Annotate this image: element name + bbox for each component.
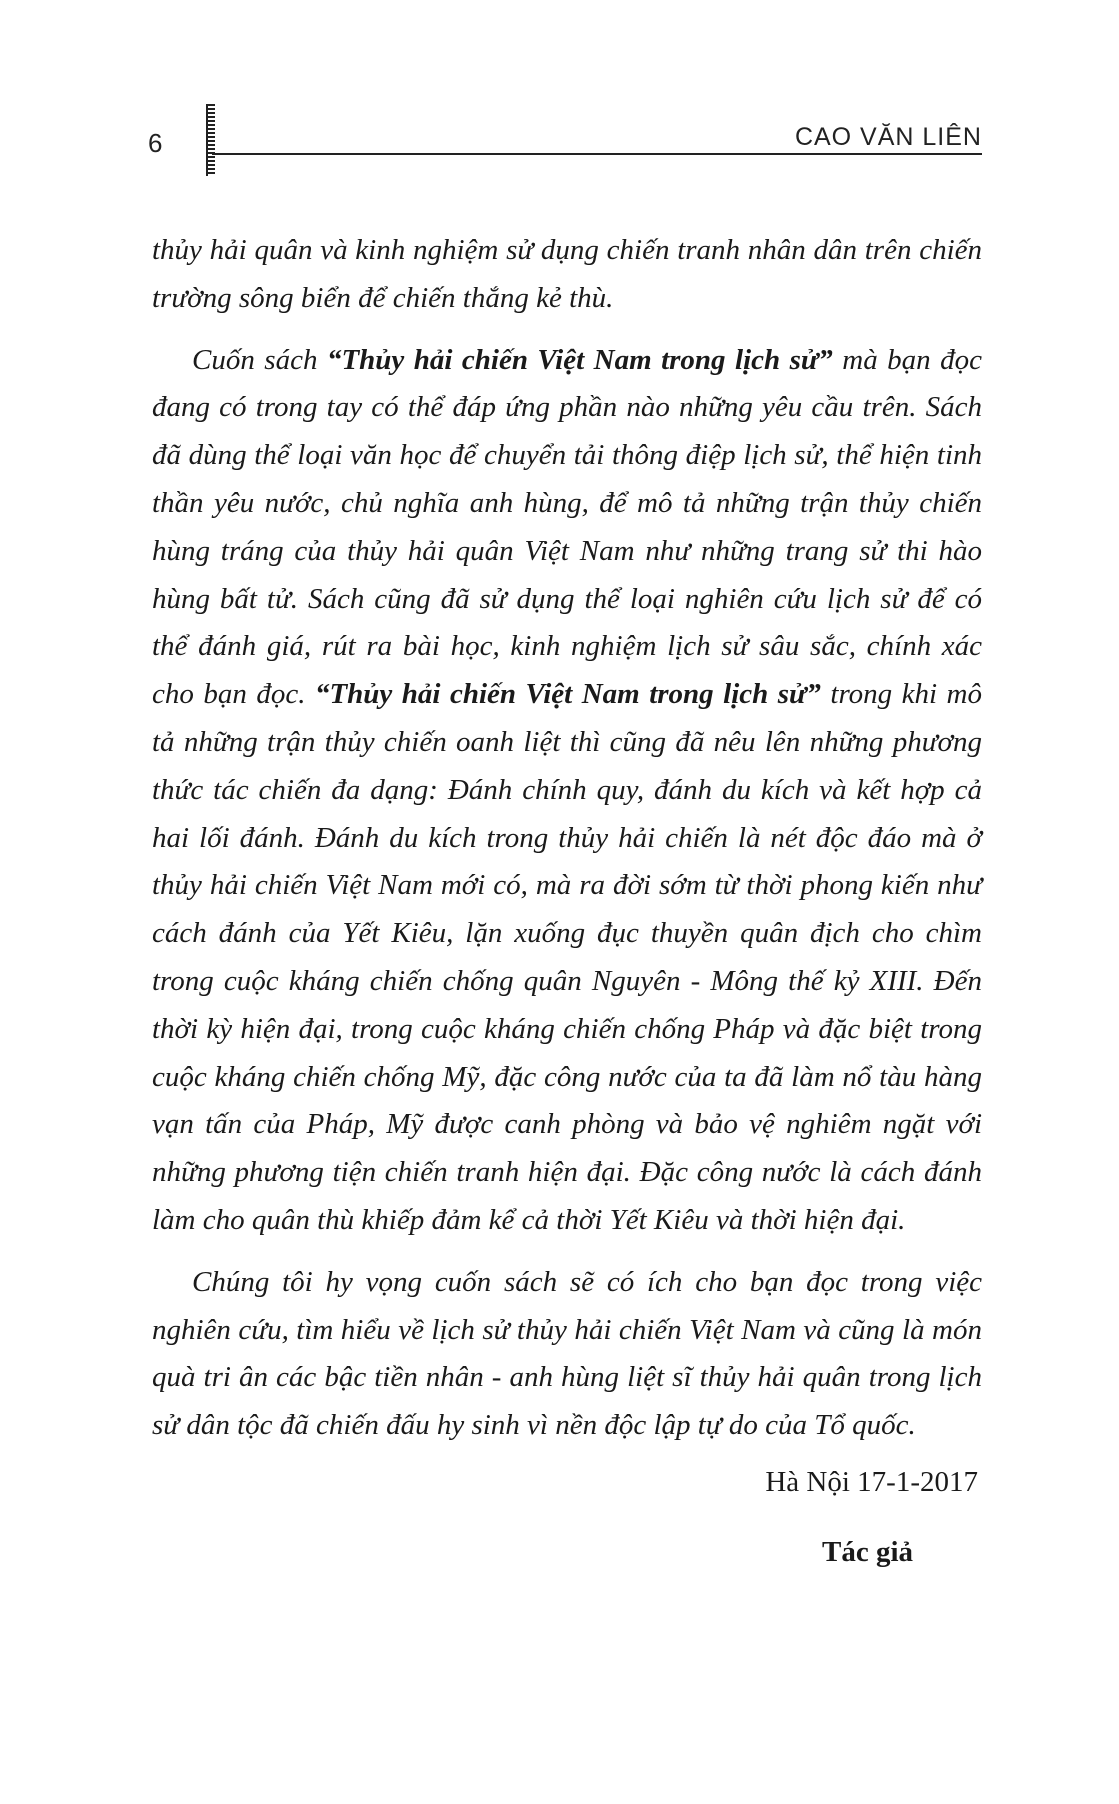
paragraph-1: thủy hải quân và kinh nghiệm sử dụng chiến tranh nhân dân trên chiến trường sông biển để chiến thắng kẻ thù.	[152, 234, 982, 314]
paragraph-2-text-c: trong khi mô tả những trận thủy chiến oanh liệt thì cũng đã nêu lên những phương thức tác chiến đa dạng: Đánh chính quy, đánh du kích và kết hợp cả hai lối đánh. Đánh du kích trong thủy hải chiến là nét độc đáo mà ở thủy hải chiến Việt Nam mới có, mà ra đời sớm từ thời phong kiến như cách đánh của Yết Kiêu, lặn xuống đục thuyền quân địch cho chìm trong cuộc kháng chiến chống quân Nguyên - Mông thế kỷ XIII. Đến thời kỳ hiện đại, trong cuộc kháng chiến chống Pháp và đặc biệt trong cuộc kháng chiến chống Mỹ, đặc công nước của ta đã làm nổ tàu hàng vạn tấn của Pháp, Mỹ được canh phòng và bảo vệ nghiêm ngặt với những phương tiện chiến tranh hiện đại. Đặc công nước là cách đánh làm cho quân thù khiếp đảm kể cả thời Yết Kiêu và thời hiện đại.	[152, 678, 982, 1236]
book-title-emphasis-2: “Thủy hải chiến Việt Nam trong lịch sử”	[314, 678, 821, 711]
book-title-emphasis-1: “Thủy hải chiến Việt Nam trong lịch sử”	[326, 343, 833, 376]
header-ornament	[206, 104, 215, 176]
paragraph-2-text-a: Cuốn sách	[192, 343, 327, 376]
place-date: Hà Nội 17-1-2017	[765, 1466, 978, 1498]
header-rule	[212, 153, 982, 155]
page-body	[152, 227, 982, 1450]
paragraph-2	[152, 337, 982, 1245]
author-signature: Tác giả	[822, 1536, 914, 1568]
page-header	[0, 0, 1119, 180]
paragraph-2-text-b: mà bạn đọc đang có trong tay có thể đáp ứng phần nào những yêu cầu trên. Sách đã dùng thể loại văn học để chuyển tải thông điệp lịch sử, thể hiện tinh thần yêu nước, chủ nghĩa anh hùng, để mô tả những trận thủy chiến hùng tráng của thủy hải quân Việt Nam như những trang sử thi hào hùng bất tử. Sách cũng đã sử dụng thể loại nghiên cứu lịch sử để có thể đánh giá, rút ra bài học, kinh nghiệm lịch sử sâu sắc, chính xác cho bạn đọc.	[152, 343, 982, 711]
running-header-author: CAO VĂN LIÊN	[794, 123, 982, 151]
page-number: 6	[148, 128, 163, 158]
paragraph-3: Chúng tôi hy vọng cuốn sách sẽ có ích cho bạn đọc trong việc nghiên cứu, tìm hiểu về lịch sử thủy hải chiến Việt Nam và cũng là món quà tri ân các bậc tiền nhân - anh hùng liệt sĩ thủy hải quân trong lịch sử dân tộc đã chiến đấu hy sinh vì nền độc lập tự do của Tổ quốc.	[152, 1265, 982, 1442]
